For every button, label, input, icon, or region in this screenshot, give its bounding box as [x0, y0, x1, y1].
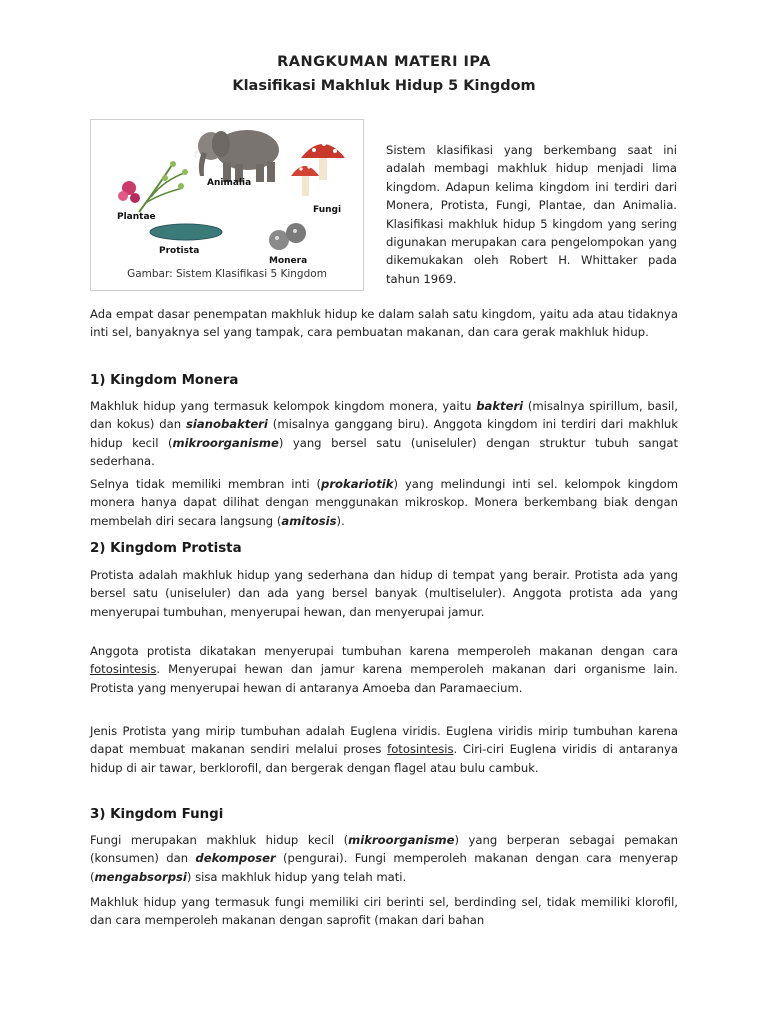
- monera-label: Monera: [269, 256, 308, 264]
- plantae-label: Plantae: [117, 212, 156, 222]
- elephant-illustration: [195, 130, 279, 182]
- term-fotosintesis: fotosintesis: [387, 742, 454, 757]
- protista-label: Protista: [159, 246, 200, 256]
- term-mikroorganisme: mikroorganisme: [348, 833, 455, 847]
- animalia-label: Animalia: [207, 178, 252, 188]
- monera-heading: 1) Kingdom Monera: [90, 373, 239, 388]
- fungi-heading: 3) Kingdom Fungi: [90, 807, 224, 822]
- protista-illustration: [150, 224, 222, 240]
- protista-paragraph-2: Anggota protista dikatakan menyerupai tumbuhan karena memperoleh makanan dengan cara fotosintesis. Menyerupai hewan dan jamur karena memperoleh makanan dari organisme lain. Protista yang menyerupai hewan di antaranya Amoeba dan Paramaecium.: [90, 644, 678, 695]
- monera-paragraph-2: Selnya tidak memiliki membran inti (prokariotik) yang melindungi inti sel. kelompok kingdom monera hanya dapat dilihat dengan menggunakan mikroskop. Monera berkembang biak dengan membelah diri secara langsung (amitosis).: [90, 477, 678, 528]
- term-sianobakteri: sianobakteri: [186, 417, 268, 432]
- figure-caption: Gambar: Sistem Klasifikasi 5 Kingdom: [127, 268, 327, 280]
- term-fotosintesis: fotosintesis: [90, 662, 157, 677]
- term-mikroorganisme: mikroorganisme: [172, 435, 279, 450]
- kingdom-figure: [90, 119, 364, 291]
- term-prokariotik: prokariotik: [321, 477, 394, 491]
- document-subtitle: Klasifikasi Makhluk Hidup 5 Kingdom: [232, 78, 536, 94]
- protista-paragraph-1: Protista adalah makhluk hidup yang sederhana dan hidup di tempat yang berair. Protista ada yang bersel satu (uniseluler) dan ada yang bersel banyak (multiseluler). Anggota protista ada yang menyerupai tumbuhan, menyerupai hewan, dan menyerupai jamur.: [90, 568, 678, 619]
- five-kingdom-illustration: [99, 122, 355, 264]
- fungi-paragraph-2: Makhluk hidup yang termasuk fungi memiliki ciri berinti sel, berdinding sel, tidak memiliki klorofil, dan cara memperoleh makanan dengan saprofit (makan dari bahan: [90, 895, 678, 928]
- term-dekomposer: dekomposer: [195, 851, 276, 866]
- intro-paragraph: Sistem klasifikasi yang berkembang saat ini adalah membagi makhluk hidup menjadi lima kingdom. Adapun kelima kingdom ini terdiri dari Monera, Protista, Fungi, Plantae, dan Animalia. Klasifikasi makhluk hidup 5 kingdom yang sering digunakan merupakan cara pengelompokan yang dikemukakan oleh Robert H. Whittaker pada tahun 1969.: [386, 143, 677, 286]
- basis-paragraph: Ada empat dasar penempatan makhluk hidup ke dalam salah satu kingdom, yaitu ada atau tidaknya inti sel, banyaknya sel yang tampak, cara pembuatan makanan, dan cara gerak makhluk hidup.: [90, 307, 678, 340]
- document-title: RANGKUMAN MATERI IPA: [277, 54, 491, 70]
- monera-paragraph-1: Makhluk hidup yang termasuk kelompok kingdom monera, yaitu bakteri (misalnya spirillum, basil, dan kokus) dan sianobakteri (misalnya ganggang biru). Anggota kingdom ini terdiri dari makhluk hidup kecil (mikroorganisme) yang bersel satu (uniseluler) dengan struktur tubuh sangat sederhana.: [90, 399, 678, 469]
- monera-illustration: [269, 223, 306, 250]
- term-bakteri: bakteri: [476, 399, 524, 413]
- protista-heading: 2) Kingdom Protista: [90, 541, 242, 556]
- protista-paragraph-3: Jenis Protista yang mirip tumbuhan adalah Euglena viridis. Euglena viridis mirip tumbuhan karena dapat membuat makanan sendiri melalui proses fotosintesis. Ciri-ciri Euglena viridis di antaranya hidup di air tawar, berklorofil, dan bergerak dengan flagel atau bulu cambuk.: [90, 724, 678, 775]
- fungi-paragraph-1: Fungi merupakan makhluk hidup kecil (mikroorganisme) yang berperan sebagai pemakan (konsumen) dan dekomposer (pengurai). Fungi memperoleh makanan dengan cara menyerap (mengabsorpsi) sisa makhluk hidup yang telah mati.: [90, 833, 678, 884]
- term-amitosis: amitosis: [281, 513, 337, 528]
- plant-illustration: [118, 161, 188, 212]
- fungi-label: Fungi: [313, 205, 342, 215]
- term-mengabsorpsi: mengabsorpsi: [94, 869, 187, 884]
- mushroom-illustration: [291, 142, 345, 196]
